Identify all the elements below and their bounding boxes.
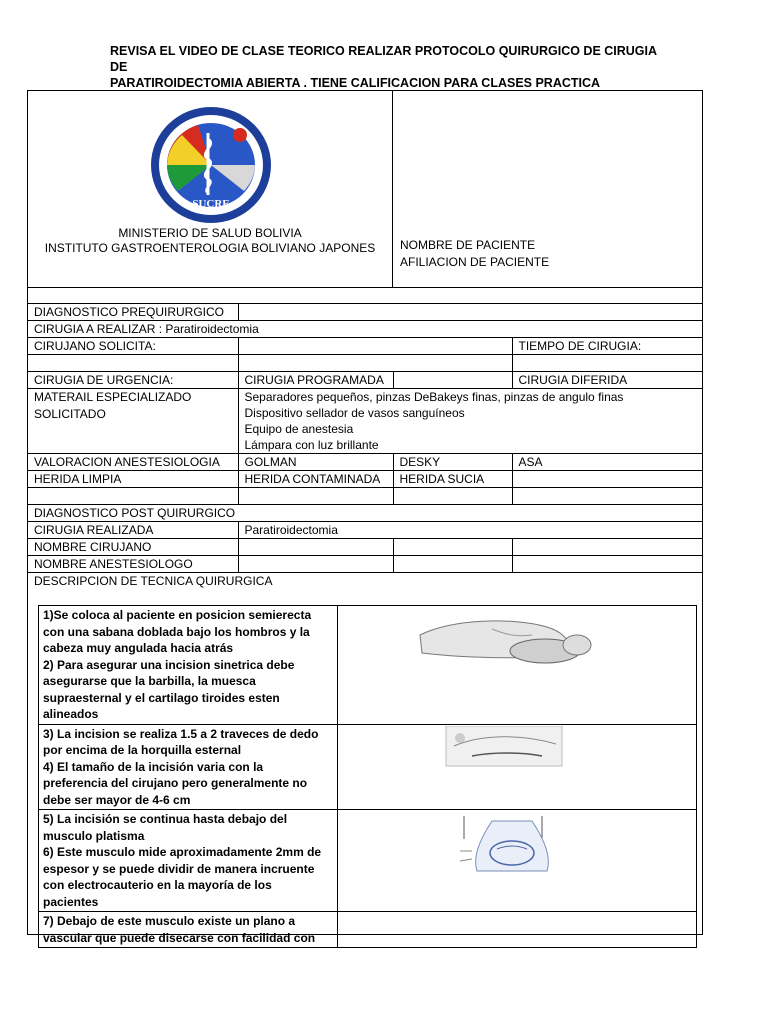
- nombre-cirujano-label: NOMBRE CIRUJANO: [28, 539, 238, 556]
- patient-name-label: NOMBRE DE PACIENTE: [400, 238, 536, 252]
- illustration-cell: [338, 810, 697, 912]
- technique-step: [39, 724, 338, 810]
- technique-step: [39, 810, 338, 912]
- technique-line: 6) Este musculo mide aproximadamente 2mm de: [43, 845, 322, 859]
- diag-pre-label: DIAGNOSTICO PREQUIRURGICO: [28, 304, 238, 321]
- tiempo-cirugia-label: TIEMPO DE CIRUGIA:: [512, 338, 702, 355]
- technique-line: 7) Debajo de este musculo existe un plano a: [43, 914, 296, 928]
- herida-contaminada-label: HERIDA CONTAMINADA: [238, 471, 393, 488]
- blank-cell[interactable]: [512, 539, 702, 556]
- form-grid: [28, 303, 702, 589]
- blank-cell[interactable]: [238, 488, 393, 505]
- title-line-1: REVISA EL VIDEO DE CLASE TEORICO REALIZAR PROTOCOLO QUIRURGICO DE CIRUGIA DE: [110, 44, 657, 74]
- programada-field[interactable]: [393, 372, 512, 389]
- technique-line: pacientes: [43, 894, 99, 909]
- blank-cell[interactable]: [238, 556, 393, 573]
- technique-line: espesor y se puede dividir de manera incruente: [43, 861, 315, 876]
- patient-info: [400, 237, 549, 271]
- material-item: Dispositivo sellador de vasos sanguíneos: [244, 406, 465, 420]
- technique-line: por encima de la horquilla esternal: [43, 743, 242, 757]
- material-label: [28, 389, 238, 454]
- material-item: Separadores pequeños, pinzas DeBakeys finas, pinzas de angulo finas: [244, 390, 624, 404]
- form-header: [28, 91, 702, 288]
- materials-list: [238, 389, 702, 454]
- herida-sucia-label: HERIDA SUCIA: [393, 471, 512, 488]
- page-title: [110, 43, 670, 91]
- incision-illustration: [342, 726, 692, 794]
- cirujano-solicita-label: CIRUJANO SOLICITA:: [28, 338, 238, 355]
- org-line-2: INSTITUTO GASTROENTEROLOGIA BOLIVIANO JAPONES: [44, 241, 376, 255]
- patient-position-illustration: [342, 607, 692, 677]
- technique-line: 5) La incisión se continua hasta debajo del: [43, 812, 288, 826]
- blank-cell[interactable]: [512, 355, 702, 372]
- cirugia-realizada-value: Paratiroidectomia: [238, 522, 702, 539]
- organization-name: [28, 226, 392, 256]
- technique-line: 3) La incision se realiza 1.5 a 2 traveces de dedo: [43, 726, 319, 741]
- herida-limpia-label: HERIDA LIMPIA: [28, 471, 238, 488]
- technique-line: supraesternal y el cartilago tiroides esten: [43, 690, 280, 705]
- technique-line: asegurarse que la barbilla, la muesca: [43, 674, 256, 688]
- technique-line: preferencia del cirujano pero generalmente no: [43, 776, 308, 790]
- illustration-cell: [338, 912, 697, 948]
- blank-cell[interactable]: [238, 355, 512, 372]
- org-line-1: MINISTERIO DE SALUD BOLIVIA: [118, 226, 302, 240]
- illustration-cell: [338, 606, 697, 725]
- urgencia-label: CIRUGIA DE URGENCIA:: [28, 372, 238, 389]
- technique-line: debe ser mayor de 4-6 cm: [43, 792, 191, 807]
- blank-cell[interactable]: [512, 556, 702, 573]
- cirujano-solicita-field[interactable]: [238, 338, 512, 355]
- technique-line: 1)Se coloca al paciente en posicion semierecta: [43, 608, 312, 622]
- diag-post-label: DIAGNOSTICO POST QUIRURGICO: [28, 505, 702, 522]
- cirugia-realizar-label: CIRUGIA A REALIZAR : Paratiroidectomia: [28, 321, 702, 338]
- technique-line: con electrocauterio en la mayoría de los: [43, 878, 272, 892]
- blank-cell[interactable]: [393, 539, 512, 556]
- valoracion-label: VALORACION ANESTESIOLOGIA: [28, 454, 238, 471]
- technique-step: [39, 912, 338, 948]
- institute-logo: [148, 103, 274, 227]
- blank-cell[interactable]: [28, 488, 238, 505]
- nombre-anestesiologo-label: NOMBRE ANESTESIOLOGO: [28, 556, 238, 573]
- protocol-form: [27, 90, 703, 945]
- cirugia-realizada-label: CIRUGIA REALIZADA: [28, 522, 238, 539]
- diag-pre-field[interactable]: [238, 304, 702, 321]
- blank-cell[interactable]: [393, 556, 512, 573]
- programada-label: CIRUGIA PROGRAMADA: [238, 372, 393, 389]
- logo-text: SUCRE: [192, 198, 230, 210]
- material-label-line-2: SOLICITADO: [34, 407, 106, 421]
- title-line-2: PARATIROIDECTOMIA ABIERTA . TIENE CALIFICACION PARA CLASES PRACTICA: [110, 76, 601, 90]
- descripcion-label: DESCRIPCION DE TECNICA QUIRURGICA: [28, 573, 702, 590]
- golman-label: GOLMAN: [238, 454, 393, 471]
- technique-line: cabeza muy angulada hacia atrás: [43, 641, 234, 655]
- technique-table: [38, 605, 697, 948]
- technique-line: vascular que puede disecarse con facilidad con: [43, 930, 316, 945]
- material-item: Lámpara con luz brillante: [244, 438, 379, 452]
- technique-line: 2) Para asegurar una incision sinetrica debe: [43, 657, 295, 672]
- patient-affiliation-label: AFILIACION DE PACIENTE: [400, 255, 550, 269]
- material-item: Equipo de anestesia: [244, 422, 354, 436]
- diferida-label: CIRUGIA DIFERIDA: [512, 372, 702, 389]
- technique-line: alineados: [43, 707, 99, 721]
- illustration-cell: [338, 724, 697, 810]
- asa-label: ASA: [512, 454, 702, 471]
- blank-cell[interactable]: [28, 355, 238, 372]
- material-label-line-1: MATERAIL ESPECIALIZADO: [34, 390, 192, 404]
- blank-cell[interactable]: [512, 488, 702, 505]
- blank-cell[interactable]: [238, 539, 393, 556]
- desky-label: DESKY: [393, 454, 512, 471]
- technique-line: 4) El tamaño de la incisión varia con la: [43, 759, 264, 774]
- platysma-illustration: [342, 811, 692, 881]
- technique-line: con una sabana doblada bajo los hombros y la: [43, 624, 310, 639]
- blank-cell[interactable]: [512, 471, 702, 488]
- technique-line: musculo platisma: [43, 828, 145, 843]
- technique-step: [39, 606, 338, 725]
- blank-cell[interactable]: [393, 488, 512, 505]
